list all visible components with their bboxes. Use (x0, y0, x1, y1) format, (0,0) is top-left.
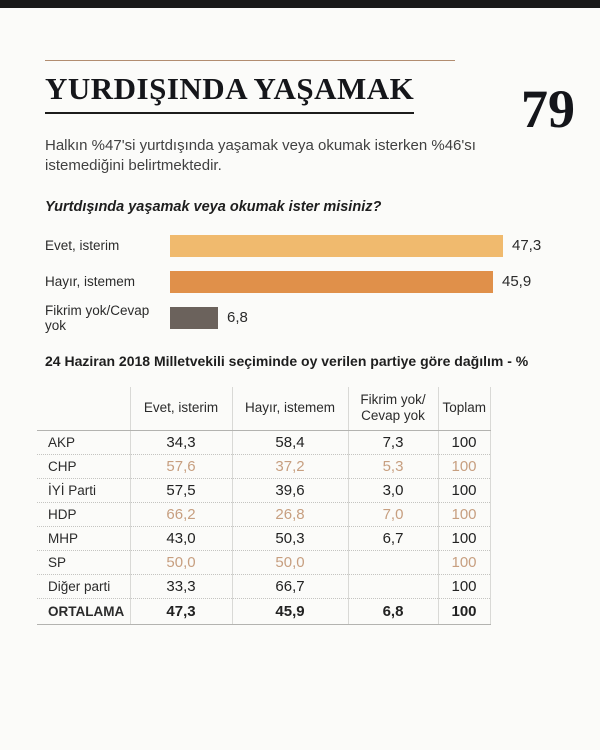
cell-hayir: 50,3 (232, 527, 348, 551)
party-name: CHP (37, 455, 130, 479)
party-name: ORTALAMA (37, 599, 130, 625)
cell-evet: 43,0 (130, 527, 232, 551)
column-header-toplam: Toplam (438, 387, 490, 431)
bar-label: Fikrim yok/Cevap yok (45, 302, 150, 333)
cell-toplam: 100 (438, 431, 490, 455)
cell-evet: 66,2 (130, 503, 232, 527)
cell-fikrim: 6,8 (348, 599, 438, 625)
cell-fikrim (348, 575, 438, 599)
table-row (37, 575, 490, 599)
column-header-fikrim: Fikrim yok/ Cevap yok (348, 387, 438, 431)
cell-fikrim: 7,3 (348, 431, 438, 455)
cell-hayir: 37,2 (232, 455, 348, 479)
top-black-bar (0, 0, 600, 8)
cell-hayir: 45,9 (232, 599, 348, 625)
cell-evet: 57,5 (130, 479, 232, 503)
cell-hayir: 26,8 (232, 503, 348, 527)
cell-evet: 34,3 (130, 431, 232, 455)
cell-hayir: 39,6 (232, 479, 348, 503)
bar-fikrim-yok (170, 307, 218, 329)
table-header-row (37, 387, 490, 431)
party-name: İYİ Parti (37, 479, 130, 503)
cell-evet: 50,0 (130, 551, 232, 575)
cell-fikrim: 6,7 (348, 527, 438, 551)
bar-evet (170, 235, 503, 257)
party-name: Diğer parti (37, 575, 130, 599)
table-row (37, 551, 490, 575)
column-header-hayir: Hayır, istemem (232, 387, 348, 431)
page-number: 79 (521, 79, 575, 139)
cell-fikrim: 5,3 (348, 455, 438, 479)
column-header-empty (37, 387, 130, 431)
survey-question: Yurtdışında yaşamak veya okumak ister misiniz? (45, 198, 382, 215)
party-name: SP (37, 551, 130, 575)
party-name: HDP (37, 503, 130, 527)
header-rule (45, 60, 455, 61)
bar-value: 47,3 (512, 237, 542, 254)
cell-toplam: 100 (438, 599, 490, 625)
cell-toplam: 100 (438, 575, 490, 599)
cell-toplam: 100 (438, 503, 490, 527)
cell-fikrim: 3,0 (348, 479, 438, 503)
bar-chart (45, 235, 555, 333)
party-name: AKP (48, 435, 76, 450)
cell-hayir: 50,0 (232, 551, 348, 575)
cell-evet: 47,3 (130, 599, 232, 625)
cell-toplam: 100 (438, 551, 490, 575)
table-row (37, 431, 490, 455)
report-page (0, 60, 600, 625)
cell-fikrim: 7,0 (348, 503, 438, 527)
cell-evet: 57,6 (130, 455, 232, 479)
cell-evet: 33,3 (130, 575, 232, 599)
party-breakdown-table (37, 387, 491, 626)
cell-toplam: 100 (438, 527, 490, 551)
column-header-evet: Evet, isterim (130, 387, 232, 431)
table-row (37, 503, 490, 527)
cell-fikrim (348, 551, 438, 575)
table-row-average (37, 599, 490, 625)
bar-label: Hayır, istemem (45, 274, 136, 289)
bar-value: 6,8 (227, 309, 248, 326)
cell-toplam: 100 (438, 455, 490, 479)
bar-hayir (170, 271, 493, 293)
bar-row (45, 235, 555, 257)
party-name: MHP (37, 527, 130, 551)
cell-hayir: 66,7 (232, 575, 348, 599)
table-row (37, 455, 490, 479)
bar-row (45, 271, 555, 293)
cell-hayir: 58,4 (232, 431, 348, 455)
bar-value: 45,9 (502, 273, 532, 290)
bar-row (45, 302, 555, 333)
table-row (37, 479, 490, 503)
cell-toplam: 100 (438, 479, 490, 503)
page-title: YURDIŞINDA YAŞAMAK (45, 71, 414, 114)
intro-paragraph: Halkın %47'si yurtdışında yaşamak veya okumak isterken %46'sı istemediğini belirtmektedir. (45, 137, 476, 175)
bar-label: Evet, isterim (45, 238, 120, 253)
table-caption: 24 Haziran 2018 Milletvekili seçiminde oy verilen partiye göre dağılım - % (45, 352, 529, 369)
table-row (37, 527, 490, 551)
